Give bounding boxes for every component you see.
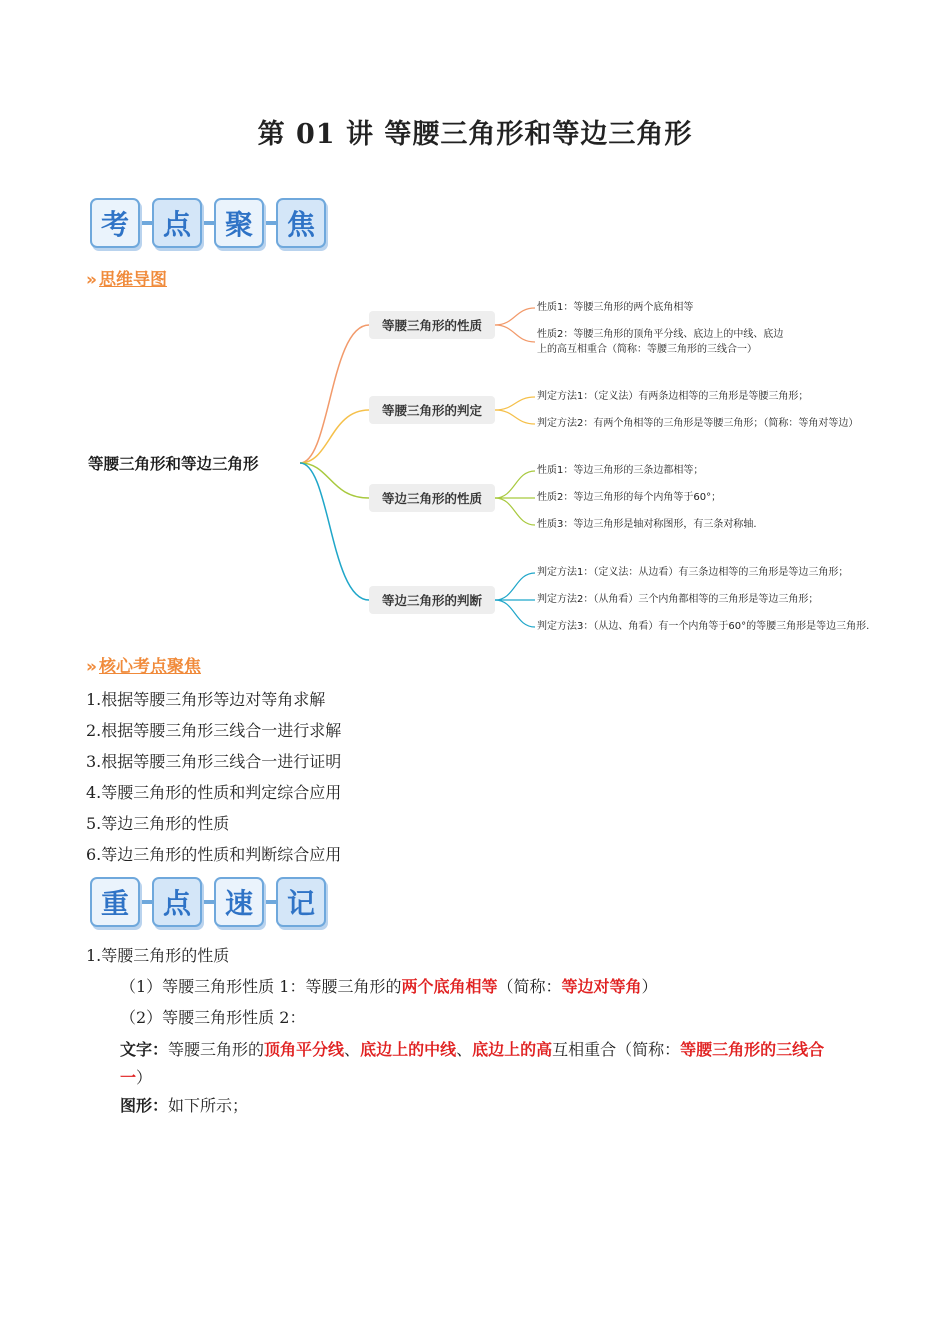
notes-paragraph: （2）等腰三角形性质 2： xyxy=(120,1008,306,1027)
mind-map-leaf: 判定方法2：（从角看）三个内角都相等的三角形是等边三角形； xyxy=(537,594,819,605)
page-title: 第 01 讲 等腰三角形和等边三角形 xyxy=(257,119,693,150)
list-item: 1.根据等腰三角形等边对等角求解 xyxy=(86,690,326,709)
mind-map-leaf: 性质2：等腰三角形的顶角平分线、底边上的中线、底边 xyxy=(537,329,784,340)
badge-char: 点 xyxy=(152,198,202,248)
notes-paragraph: 图形：如下所示； xyxy=(120,1096,249,1115)
mind-map-leaf: 判定方法3：（从边、角看）有一个内角等于60°的等腰三角形是等边三角形. xyxy=(537,621,870,632)
double-chevron-icon: » xyxy=(86,270,93,290)
badge-row-focus xyxy=(90,198,326,248)
mind-map-leaf: 判定方法2：有两个角相等的三角形是等腰三角形；（简称：等角对等边） xyxy=(537,418,859,429)
mind-map-root: 等腰三角形和等边三角形 xyxy=(88,455,259,473)
badge-row-keypoints xyxy=(90,877,326,927)
notes-paragraph: （1）等腰三角形性质 1：等腰三角形的两个底角相等（简称：等边对等角） xyxy=(120,977,658,996)
mind-map-leaf: 性质3：等边三角形是轴对称图形，有三条对称轴. xyxy=(537,519,757,530)
notes-heading: 1.等腰三角形的性质 xyxy=(86,946,230,965)
core-points-list xyxy=(86,684,341,870)
badge-char: 考 xyxy=(90,198,140,248)
mind-map-leaf: 判定方法1：（定义法）有两条边相等的三角形是等腰三角形； xyxy=(537,391,809,402)
mind-map-leaf: 性质1：等腰三角形的两个底角相等 xyxy=(537,302,694,313)
list-item: 6.等边三角形的性质和判断综合应用 xyxy=(86,845,342,864)
badge-char: 焦 xyxy=(276,198,326,248)
mind-map-node: 等边三角形的判断 xyxy=(369,586,495,614)
mind-map-leaf: 性质2：等边三角形的每个内角等于60°； xyxy=(537,492,722,503)
mind-map xyxy=(0,290,950,650)
list-item: 4.等腰三角形的性质和判定综合应用 xyxy=(86,783,342,802)
mind-map-node: 等边三角形的性质 xyxy=(369,484,495,512)
list-item: 2.根据等腰三角形三线合一进行求解 xyxy=(86,721,342,740)
mind-map-leaf: 性质1：等边三角形的三条边都相等； xyxy=(537,465,704,476)
list-item: 3.根据等腰三角形三线合一进行证明 xyxy=(86,752,342,771)
mind-map-node: 等腰三角形的判定 xyxy=(369,396,495,424)
mind-map-leaf: 上的高互相重合（简称：等腰三角形的三线合一） xyxy=(537,344,757,355)
section-heading-mindmap: » 思维导图 xyxy=(86,270,167,290)
badge-char: 聚 xyxy=(214,198,264,248)
badge-char: 重 xyxy=(90,877,140,927)
notes-paragraph: 文字：等腰三角形的顶角平分线、底边上的中线、底边上的高互相重合（简称：等腰三角形的三线合 一） xyxy=(120,1040,825,1087)
badge-char: 速 xyxy=(214,877,264,927)
list-item: 5.等边三角形的性质 xyxy=(86,814,230,833)
mind-map-node: 等腰三角形的性质 xyxy=(369,311,495,339)
badge-char: 记 xyxy=(276,877,326,927)
mind-map-leaf: 判定方法1：（定义法：从边看）有三条边相等的三角形是等边三角形； xyxy=(537,567,849,578)
badge-char: 点 xyxy=(152,877,202,927)
double-chevron-icon: » xyxy=(86,657,93,677)
section-heading-core: » 核心考点聚焦 xyxy=(86,657,201,677)
